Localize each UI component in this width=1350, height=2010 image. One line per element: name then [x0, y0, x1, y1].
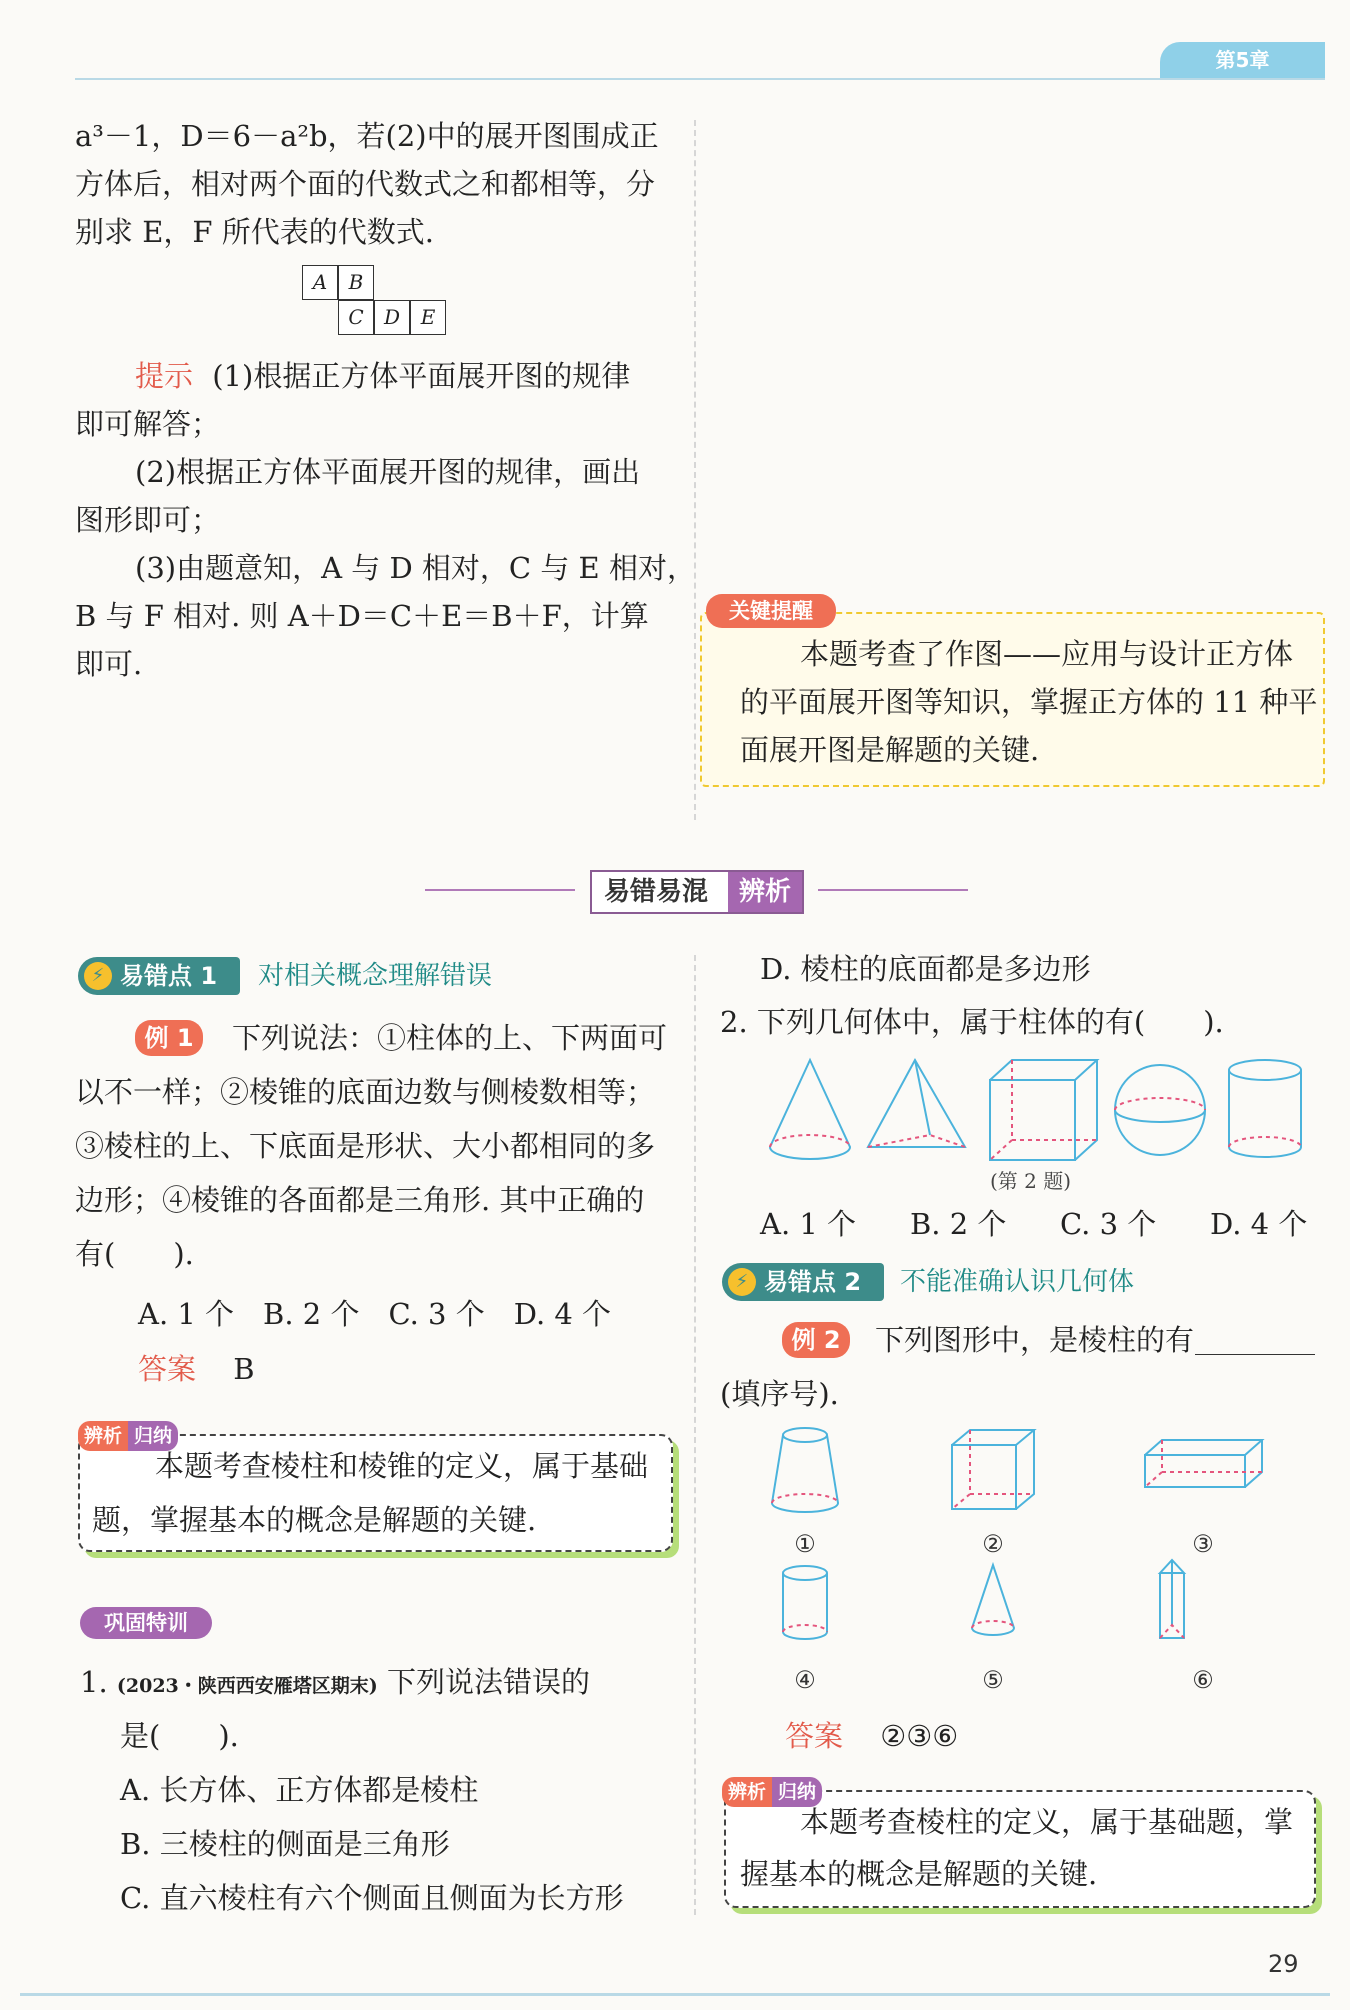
section-banner — [590, 870, 804, 914]
pyramid-solid — [868, 1060, 965, 1147]
analysis-2-badge: 辨析 归纳 — [722, 1777, 822, 1807]
hint-2b: 图形即可； — [75, 503, 221, 537]
answer-1-label: 答案 — [138, 1352, 197, 1386]
q1-option-a: A. 长方体、正方体都是棱柱 — [120, 1773, 479, 1807]
q2-option-b: B. 2 个 — [910, 1207, 1007, 1241]
cuboid-shape — [1145, 1440, 1262, 1487]
header-rule — [75, 78, 1325, 80]
answer-2-value: ②③⑥ — [880, 1719, 959, 1753]
key-reminder-badge: 关键提醒 — [706, 594, 836, 628]
banner-line-right — [818, 889, 968, 891]
q1-option-d: D. 棱柱的底面都是多边形 — [760, 952, 1091, 986]
shape-label-4: ④ — [794, 1666, 816, 1694]
cube-solid — [990, 1060, 1097, 1160]
key-reminder-line-1: 本题考查了作图——应用与设计正方体 — [800, 637, 1294, 671]
mistake-1-badge: ⚡ 易错点 1 — [78, 957, 240, 995]
chapter-tab: 第5章 — [1160, 42, 1325, 78]
q2-solids-figure — [760, 1055, 1320, 1165]
cylinder-shape — [783, 1566, 827, 1639]
training-badge: 巩固特训 — [80, 1607, 212, 1639]
column-divider-bottom — [694, 955, 696, 1915]
example-1-line-5: 有( ). — [75, 1237, 194, 1271]
answer-1-value: B — [233, 1352, 255, 1386]
cube-net-diagram — [302, 265, 452, 339]
hint-2a: (2)根据正方体平面展开图的规律，画出 — [135, 455, 641, 489]
example-1-options: A. 1 个 B. 2 个 C. 3 个 D. 4 个 — [138, 1297, 612, 1331]
shape-label-5: ⑤ — [982, 1666, 1004, 1694]
q1-source: (2023・陕西西安雁塔区期末) — [116, 1675, 378, 1697]
analysis-1-badge: 辨析 归纳 — [78, 1421, 178, 1451]
q1-text-2: 是( ). — [120, 1719, 239, 1753]
banner-text-1: 易错易混 — [604, 877, 709, 907]
example-2-badge: 例 2 — [782, 1322, 850, 1358]
bolt-icon: ⚡ — [84, 962, 112, 990]
cube-shape — [952, 1430, 1034, 1509]
example-2-line-2: (填序号). — [720, 1377, 839, 1411]
example-1-badge: 例 1 — [135, 1020, 203, 1056]
net-cell-d: D — [374, 300, 410, 335]
shape-label-3: ③ — [1192, 1530, 1214, 1558]
net-cell-c: C — [338, 300, 374, 335]
mistake-2-badge: ⚡ 易错点 2 — [722, 1263, 884, 1301]
example-2-line-1: 下列图形中，是棱柱的有 — [875, 1323, 1195, 1357]
q1-text: 下列说法错误的 — [386, 1665, 590, 1699]
footer-rule — [20, 1993, 1330, 1996]
hint-3a: (3)由题意知，A 与 D 相对，C 与 E 相对， — [135, 551, 696, 585]
q2-text: 2. 下列几何体中，属于柱体的有( ). — [720, 1005, 1224, 1039]
column-divider-top — [694, 120, 696, 820]
q2-caption: (第 2 题) — [990, 1169, 1072, 1193]
mistake-2-title: 不能准确认识几何体 — [900, 1267, 1135, 1297]
analysis-2-line-1: 本题考查棱柱的定义，属于基础题，掌 — [800, 1805, 1294, 1839]
banner-line-left — [425, 889, 575, 891]
example-1-line-4: 边形；④棱锥的各面都是三角形. 其中正确的 — [75, 1183, 645, 1217]
key-reminder-line-3: 面展开图是解题的关键. — [740, 733, 1040, 767]
shape-label-1: ① — [794, 1530, 816, 1558]
example-1-line-2: 以不一样；②棱锥的底面边数与侧棱数相等； — [75, 1075, 656, 1109]
shape-label-6: ⑥ — [1192, 1666, 1214, 1694]
example-1-line-1: 下列说法：①柱体的上、下两面可 — [232, 1021, 668, 1055]
banner-text-2: 辨析 — [728, 872, 802, 912]
q2-option-c: C. 3 个 — [1060, 1207, 1157, 1241]
cone-shape — [972, 1565, 1014, 1635]
hint-3c: 即可. — [75, 647, 143, 681]
cylinder-solid — [1229, 1060, 1301, 1157]
page-number: 29 — [1268, 1950, 1299, 1978]
net-cell-e: E — [410, 300, 446, 335]
key-reminder-line-2: 的平面展开图等知识，掌握正方体的 11 种平 — [740, 685, 1318, 719]
mistake-1-title: 对相关概念理解错误 — [258, 961, 493, 991]
analysis-1-line-2: 题，掌握基本的概念是解题的关键. — [92, 1503, 537, 1537]
q1-option-b: B. 三棱柱的侧面是三角形 — [120, 1827, 450, 1861]
frustum-shape — [772, 1428, 838, 1512]
net-cell-b: B — [338, 265, 374, 300]
analysis-2-line-2: 握基本的概念是解题的关键. — [740, 1857, 1098, 1891]
hint-3b: B 与 F 相对. 则 A＋D＝C＋E＝B＋F，计算 — [75, 599, 649, 633]
problem-line-3: 别求 E，F 所代表的代数式. — [75, 215, 434, 249]
answer-2-label: 答案 — [785, 1719, 844, 1753]
analysis-1-line-1: 本题考查棱柱和棱锥的定义，属于基础 — [155, 1449, 649, 1483]
q2-option-d: D. 4 个 — [1210, 1207, 1308, 1241]
hint-1b: 即可解答； — [75, 407, 221, 441]
problem-line-2: 方体后，相对两个面的代数式之和都相等，分 — [75, 167, 656, 201]
q1-number: 1. — [80, 1665, 108, 1699]
example-1-line-3: ③棱柱的上、下底面是形状、大小都相同的多 — [75, 1129, 656, 1163]
answer-blank — [1195, 1354, 1315, 1355]
q1-option-c: C. 直六棱柱有六个侧面且侧面为长方形 — [120, 1881, 624, 1915]
net-cell-a: A — [302, 265, 338, 300]
q2-option-a: A. 1 个 — [760, 1207, 857, 1241]
hint-label: 提示 — [135, 359, 194, 393]
cone-solid — [770, 1060, 850, 1159]
hint-1a: (1)根据正方体平面展开图的规律 — [212, 359, 631, 393]
shape-label-2: ② — [982, 1530, 1004, 1558]
problem-line-1: a³－1，D＝6－a²b，若(2)中的展开图围成正 — [75, 119, 659, 153]
triangular-prism-shape — [1160, 1560, 1184, 1638]
bolt-icon: ⚡ — [728, 1268, 756, 1296]
sphere-solid — [1115, 1065, 1205, 1155]
